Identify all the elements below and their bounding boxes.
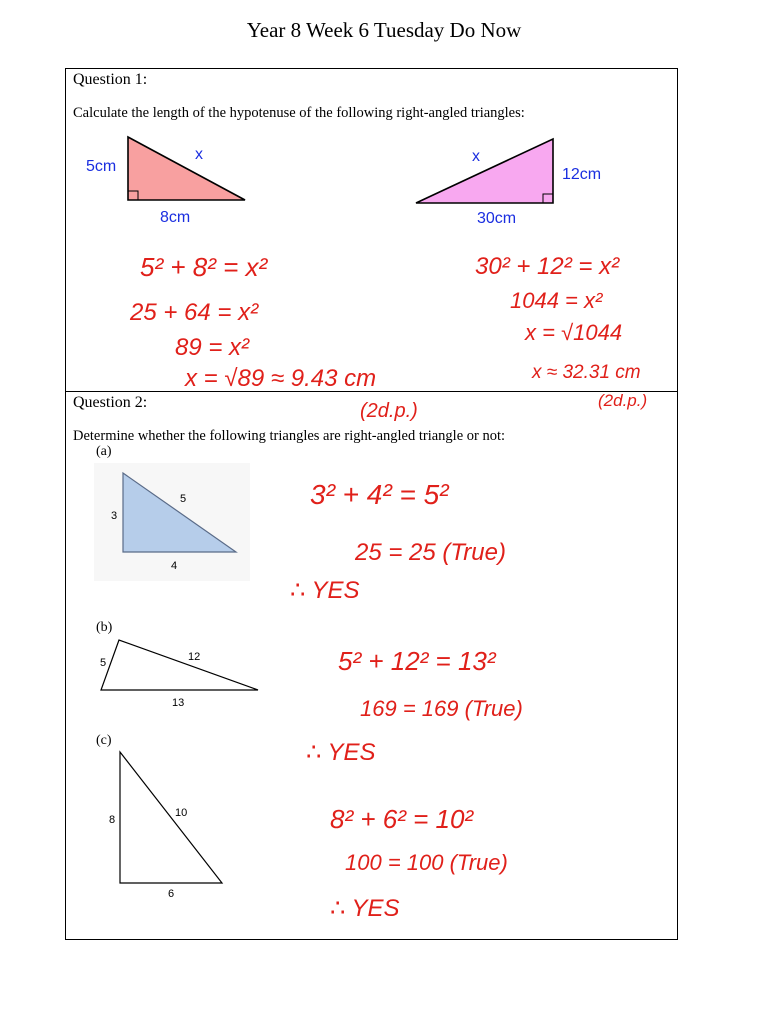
q1-left-triangle xyxy=(128,137,245,200)
part-c-side-10: 10 xyxy=(175,807,188,819)
q1-right-working-line4: x ≈ 32.31 cm xyxy=(532,362,641,383)
part-b-working-line3: ∴ YES xyxy=(306,739,376,766)
part-c-working-line3: ∴ YES xyxy=(330,895,400,922)
question-2-working xyxy=(280,460,600,930)
q1-left-working-line4: x = √89 ≈ 9.43 cm xyxy=(185,365,377,392)
part-b-side-5: 5 xyxy=(100,657,107,669)
q1-right-working-line2: 1044 = x² xyxy=(510,288,603,313)
part-c-working-line1: 8² + 6² = 10² xyxy=(330,804,474,834)
part-b-working-line1: 5² + 12² = 13² xyxy=(338,646,496,676)
part-b-label: (b) xyxy=(96,620,113,635)
q1-right-hyp: x xyxy=(472,148,480,165)
q1-left-hyp: x xyxy=(195,146,203,163)
part-c-side-8: 8 xyxy=(109,814,116,826)
question-1-heading: Question 1: xyxy=(73,71,148,88)
question-2-instruction: Determine whether the following triangles are right-angled triangle or not: xyxy=(73,428,506,444)
part-c-side-6: 6 xyxy=(168,888,175,900)
part-b-triangle xyxy=(101,640,258,690)
part-c-label: (c) xyxy=(96,733,112,748)
part-a-working-line1: 3² + 4² = 5² xyxy=(310,479,449,510)
part-b-side-12: 12 xyxy=(188,651,201,663)
question-2-heading: Question 2: xyxy=(73,394,148,411)
part-a-side-3: 3 xyxy=(111,510,118,522)
q1-left-working-line1: 5² + 8² = x² xyxy=(140,252,268,282)
page-title: Year 8 Week 6 Tuesday Do Now xyxy=(246,18,522,42)
q1-left-working-line2: 25 + 64 = x² xyxy=(130,299,259,326)
q1-left-side-b: 8cm xyxy=(160,209,191,226)
part-a-working-line2: 25 = 25 (True) xyxy=(355,539,506,566)
part-a-side-4: 4 xyxy=(171,560,178,572)
q1-right-side-a: 12cm xyxy=(562,166,602,183)
q1-left-working-line5: (2d.p.) xyxy=(360,400,418,422)
q1-right-side-b: 30cm xyxy=(477,210,517,227)
part-b-side-13: 13 xyxy=(172,697,185,709)
part-c-triangle xyxy=(120,752,222,883)
part-c-working-line2: 100 = 100 (True) xyxy=(345,850,508,875)
q1-right-working-line5: (2d.p.) xyxy=(598,391,648,410)
q1-right-working-line3: x = √1044 xyxy=(525,320,623,345)
q1-right-triangle xyxy=(416,139,553,203)
q1-right-working-line1: 30² + 12² = x² xyxy=(475,253,620,280)
question-1-instruction: Calculate the length of the hypotenuse of the following right-angled triangles: xyxy=(73,105,525,121)
part-b-working-line2: 169 = 169 (True) xyxy=(360,696,523,721)
q1-left-working-line3: 89 = x² xyxy=(175,334,250,361)
q1-left-side-a: 5cm xyxy=(86,158,117,175)
part-a-label: (a) xyxy=(96,444,112,459)
part-a-side-5: 5 xyxy=(180,493,187,505)
part-a-working-line3: ∴ YES xyxy=(290,577,360,604)
